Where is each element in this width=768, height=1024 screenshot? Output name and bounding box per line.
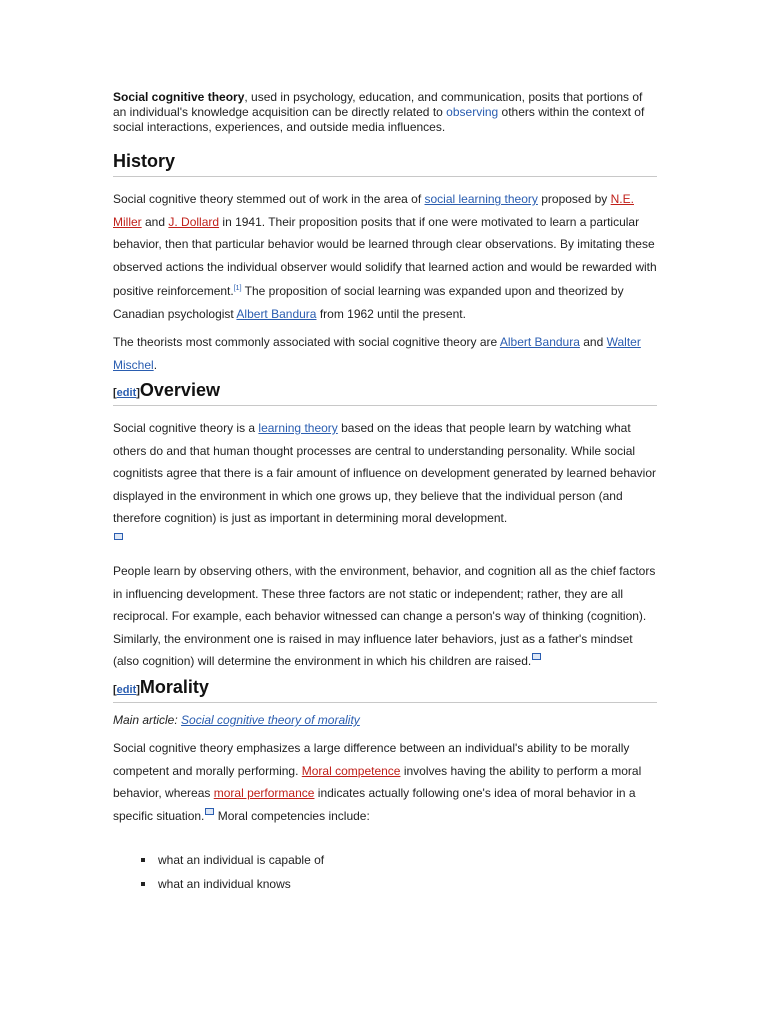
link-walter-mischel[interactable]: Walter Mischel (113, 335, 641, 372)
history-heading (113, 151, 657, 177)
morality-heading (113, 677, 657, 703)
intro-text-1: , used in psychology, education, and communication, posits that portions of an individual's knowledge acquisition can be directly related to (113, 90, 643, 119)
text: . (153, 357, 158, 372)
text: and (579, 335, 607, 349)
text: The proposition of social learning was expanded upon and theorized by Canadian psychologist (113, 284, 624, 321)
history-paragraph-2 (113, 331, 657, 376)
main-article-note (113, 709, 657, 732)
link-moral-competence[interactable]: Moral competence (301, 763, 401, 778)
morality-heading-text: Morality (139, 677, 209, 697)
text: People learn by observing others, with the environment, behavior, and cognition all as the chief factors in influencing development. These three factors are not static or independent; rather, they are all reciprocal. For example, each behavior witnessed can change a person's way of thinking (cognition). Similarly, the environment one is raised in may influence later behaviors, just as a father's mindset (also cognition) will determine the environment in which his children are raised. (113, 564, 656, 669)
text: Social cognitive theory stemmed out of work in the area of (113, 192, 425, 206)
list-item: what an individual is capable of (113, 848, 657, 872)
overview-paragraph-1 (113, 417, 657, 553)
text: based on the ideas that people learn by watching what others do and that human thought processes are central to understanding personality. While social cognitists agree that there is a fair amount of influence on development generated by learned behavior displayed in the environment in which one grows up, they believe that the individual person (and therefore cognition) is just as important in determining moral development. (113, 421, 657, 526)
text: and (141, 214, 169, 229)
link-observing[interactable]: observing (446, 105, 499, 119)
link-learning-theory[interactable]: learning theory (258, 421, 338, 435)
overview-heading-text: Overview (139, 380, 220, 400)
intro-term: Social cognitive theory (113, 90, 245, 104)
edit-link-morality[interactable]: edit (116, 684, 137, 696)
edit-link-overview[interactable]: edit (116, 387, 137, 399)
citation-ref-icon[interactable] (114, 533, 123, 540)
text: indicates actually following one's idea of moral behavior in a specific situation. (113, 786, 636, 823)
link-j-dollard[interactable]: J. Dollard (168, 214, 220, 229)
text: The theorists most commonly associated with social cognitive theory are (113, 335, 500, 349)
text: Social cognitive theory is a (113, 421, 259, 435)
link-moral-performance[interactable]: moral performance (213, 786, 315, 801)
citation-ref-icon[interactable] (532, 653, 541, 660)
citation-ref[interactable]: [1] (233, 285, 242, 293)
history-heading-text: History (113, 151, 176, 171)
text: Moral competencies include: (214, 808, 370, 823)
overview-paragraph-2 (113, 560, 657, 673)
text: from 1962 until the present. (316, 306, 466, 321)
overview-heading (113, 380, 657, 406)
history-paragraph-1 (113, 188, 657, 326)
edit-section-morality: [edit] (113, 684, 140, 696)
link-main-article[interactable]: Social cognitive theory of morality (181, 713, 360, 727)
text: Main article: (113, 713, 182, 727)
text: involves having the ability to perform a moral behavior, whereas (113, 763, 642, 801)
link-albert-bandura[interactable]: Albert Bandura (236, 306, 317, 321)
moral-competencies-list (113, 848, 657, 896)
intro-paragraph (113, 90, 657, 135)
morality-paragraph-1 (113, 737, 657, 827)
link-ne-miller[interactable]: N.E. Miller (113, 192, 634, 229)
text: Social cognitive theory emphasizes a large difference between an individual's ability to be morally competent and morally performing. (113, 741, 630, 778)
edit-section-overview: [edit] (113, 387, 140, 399)
text: proposed by (537, 192, 611, 206)
link-social-learning-theory[interactable]: social learning theory (424, 192, 538, 206)
list-item: what an individual knows (113, 872, 657, 896)
link-albert-bandura-2[interactable]: Albert Bandura (499, 335, 580, 349)
text: in 1941. Their proposition posits that if one were motivated to learn a particular behavior, then that particular behavior would be learned through clear observations. By imitating these observed actions the individual observer would solidify that learned action and would be rewarded with positive reinforcement. (113, 214, 657, 299)
intro-text-2: others within the context of social interactions, experiences, and outside media influences. (113, 105, 645, 134)
